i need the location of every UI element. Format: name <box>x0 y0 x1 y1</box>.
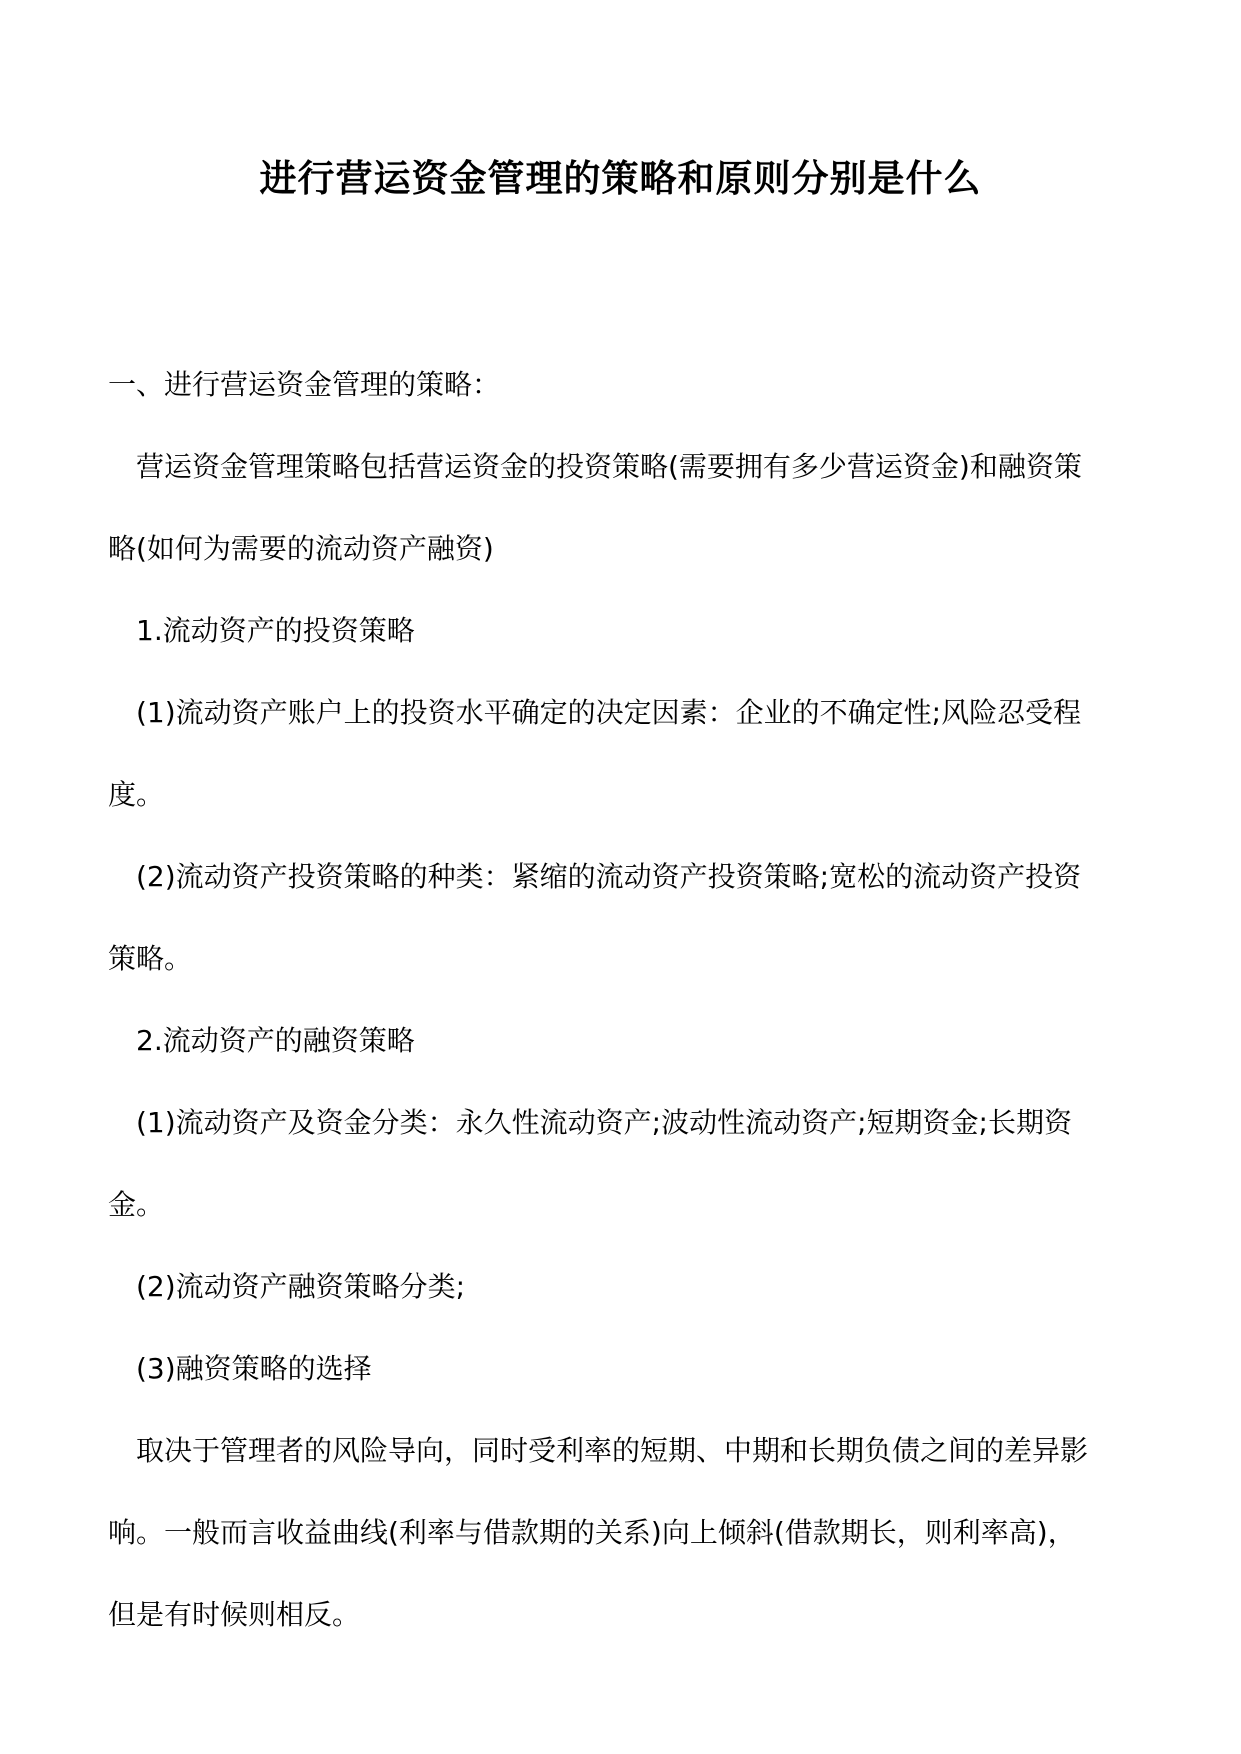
paragraph-line: 略(如何为需要的流动资产融资) <box>108 532 494 565</box>
paragraph-line: 响。一般而言收益曲线(利率与借款期的关系)向上倾斜(借款期长，则利率高)， <box>108 1516 1076 1549</box>
paragraph-line: (1)流动资产及资金分类：永久性流动资产;波动性流动资产;短期资金;长期资 <box>136 1106 1072 1139</box>
document-title: 进行营运资金管理的策略和原则分别是什么 <box>259 157 982 200</box>
subheading: 2.流动资产的融资策略 <box>136 1024 415 1057</box>
paragraph-line: (2)流动资产融资策略分类; <box>136 1270 466 1303</box>
paragraph-line: 营运资金管理策略包括营运资金的投资策略(需要拥有多少营运资金)和融资策 <box>136 450 1082 483</box>
paragraph-line: 取决于管理者的风险导向，同时受利率的短期、中期和长期负债之间的差异影 <box>136 1434 1089 1467</box>
paragraph-line: 金。 <box>108 1188 165 1221</box>
paragraph-line: 但是有时候则相反。 <box>108 1598 361 1631</box>
section-heading: 一、进行营运资金管理的策略： <box>108 368 501 401</box>
paragraph-line: 度。 <box>108 778 165 811</box>
paragraph-line: (1)流动资产账户上的投资水平确定的决定因素：企业的不确定性;风险忍受程 <box>136 696 1082 729</box>
paragraph-line: (2)流动资产投资策略的种类：紧缩的流动资产投资策略;宽松的流动资产投资 <box>136 860 1082 893</box>
subheading: 1.流动资产的投资策略 <box>136 614 415 647</box>
paragraph-line: 策略。 <box>108 942 193 975</box>
document-body <box>108 344 1138 1656</box>
paragraph-line: (3)融资策略的选择 <box>136 1352 372 1385</box>
